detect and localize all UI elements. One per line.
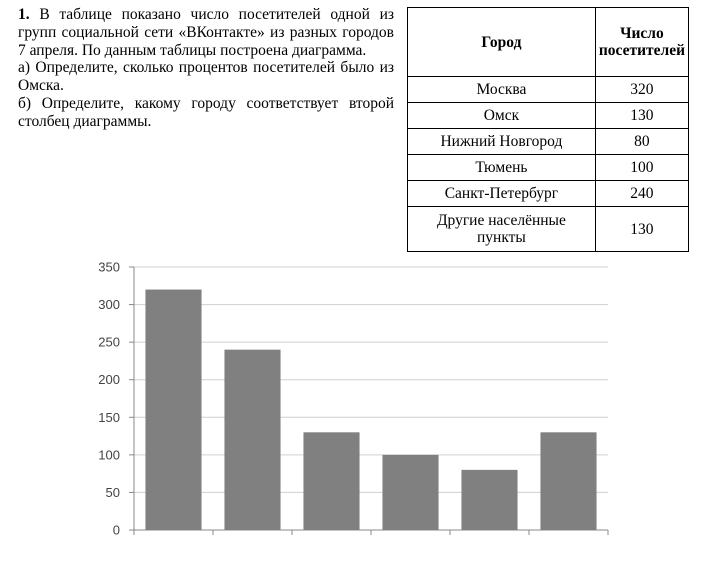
header-city: Город: [408, 8, 596, 77]
bar: [303, 432, 359, 530]
cell-count: 240: [595, 181, 688, 207]
bar: [224, 350, 280, 530]
cell-city: Омск: [408, 103, 596, 129]
cell-city: Тюмень: [408, 155, 596, 181]
y-tick-label: 50: [105, 484, 120, 500]
bar: [145, 290, 201, 530]
y-tick-label: 250: [98, 334, 120, 350]
cell-city: Другие населённые пункты: [408, 207, 596, 252]
cell-city: Нижний Новгород: [408, 129, 596, 155]
cell-count: 100: [595, 155, 688, 181]
y-tick-label: 0: [112, 522, 120, 538]
task-intro-text: В таблице показано число посетителей одной из групп социальной сети «ВКонтакте» из разных городов 7 апреля. По данным таблицы построена диаграмма.: [18, 6, 394, 59]
task-number: 1.: [18, 6, 30, 23]
question-b: б) Определите, какому городу соответствует второй столбец диаграммы.: [18, 94, 394, 130]
bar: [461, 470, 517, 530]
cell-city: Москва: [408, 77, 596, 103]
y-tick-label: 100: [98, 447, 120, 463]
cell-count: 130: [595, 103, 688, 129]
y-tick-label: 350: [98, 259, 120, 275]
cell-count: 130: [595, 207, 688, 252]
bar: [382, 455, 438, 530]
y-tick-label: 200: [98, 372, 120, 388]
cell-count: 320: [595, 77, 688, 103]
question-a: а) Определите, сколько процентов посетителей было из Омска.: [18, 59, 394, 95]
y-tick-label: 300: [98, 297, 120, 313]
cell-count: 80: [595, 129, 688, 155]
cell-city: Санкт-Петербург: [408, 181, 596, 207]
header-count: Число посетителей: [595, 8, 688, 77]
bar: [540, 432, 596, 530]
y-tick-label: 150: [98, 409, 120, 425]
